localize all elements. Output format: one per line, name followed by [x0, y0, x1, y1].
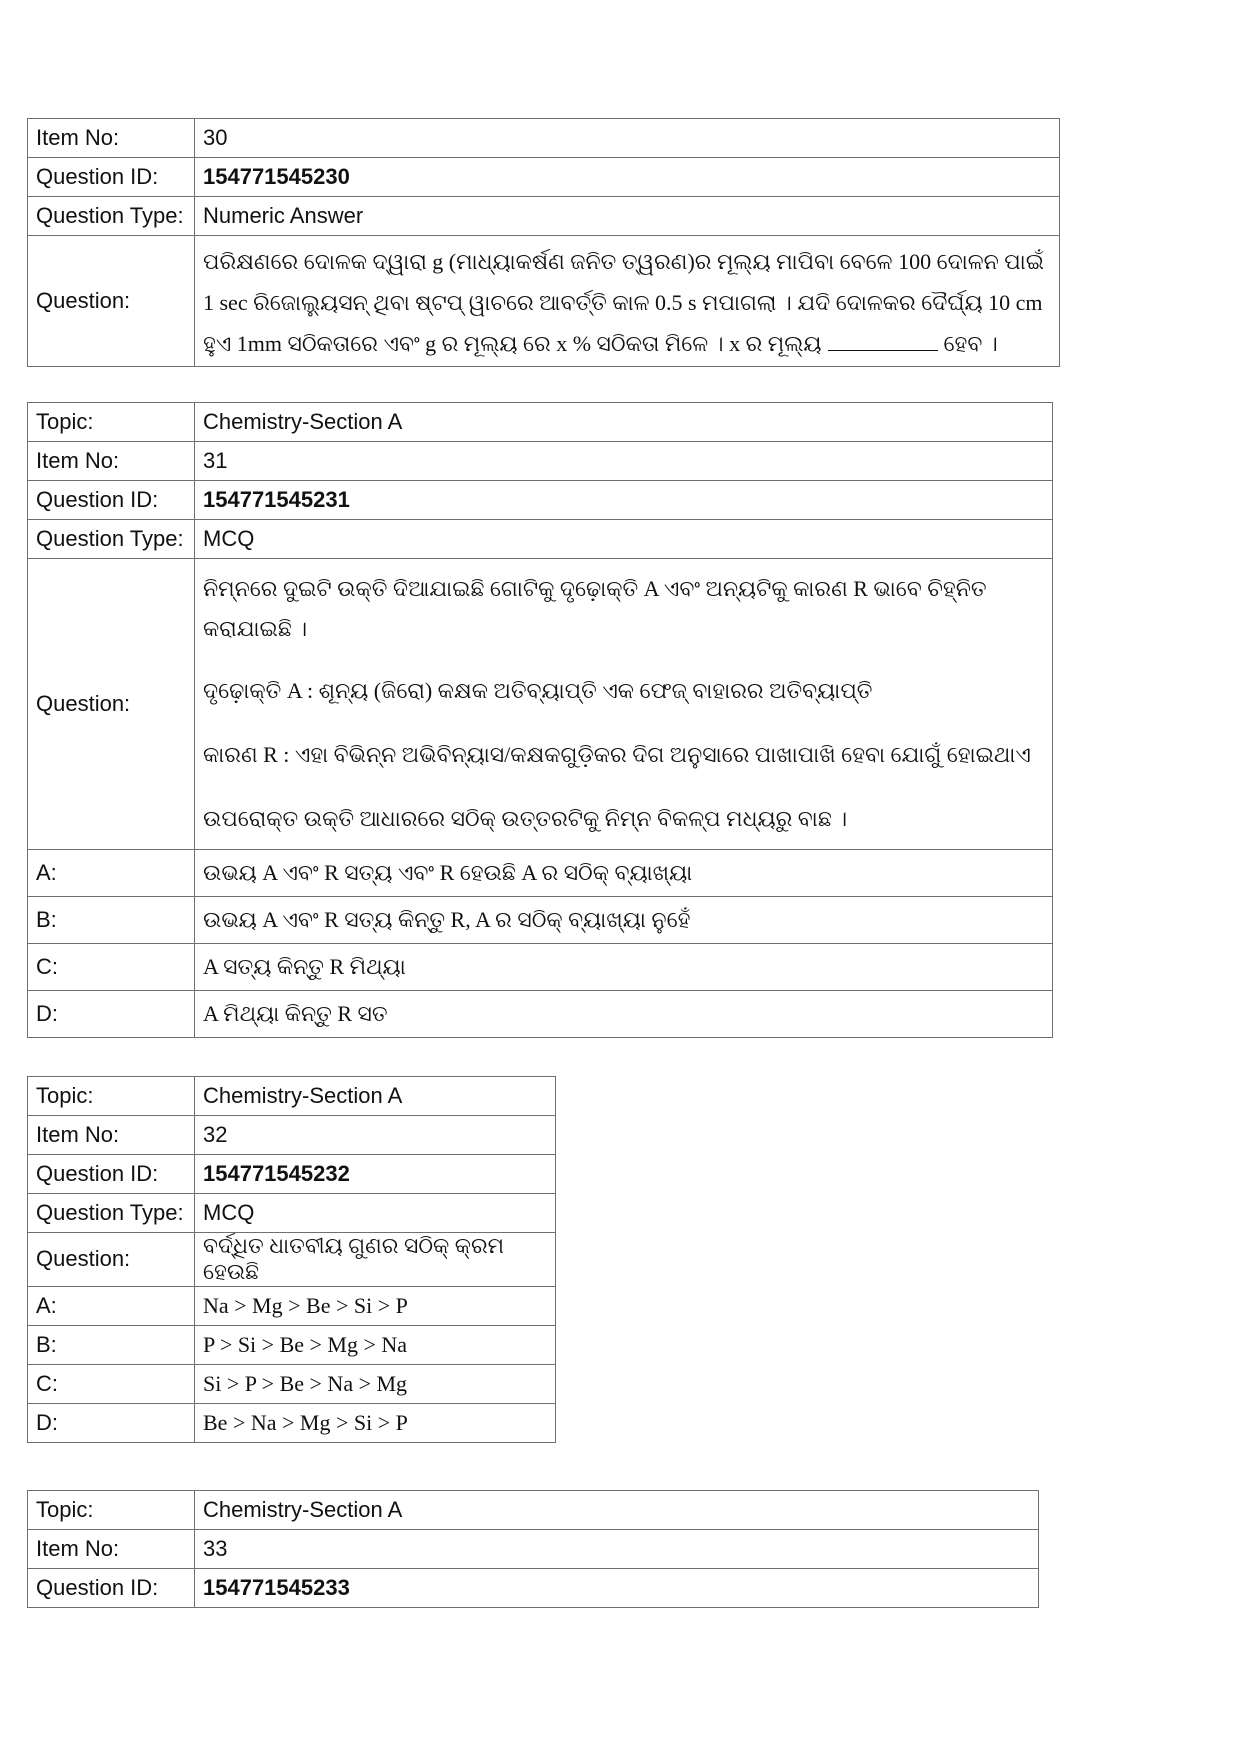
question-id-label: Question ID:: [28, 1155, 195, 1194]
question-text: [195, 559, 1053, 850]
option-a-row: [28, 850, 1053, 897]
topic-value: Chemistry-Section A: [195, 1077, 556, 1116]
item-no-value: 32: [195, 1116, 556, 1155]
option-d-label: D:: [28, 991, 195, 1038]
question-type-value: Numeric Answer: [195, 197, 1060, 236]
question-text: [195, 236, 1060, 367]
question-id-row: [28, 158, 1060, 197]
question-label: Question:: [28, 559, 195, 850]
option-a-text: Na > Mg > Be > Si > P: [195, 1286, 556, 1325]
question-33-table: [27, 1490, 1039, 1608]
question-id-label: Question ID:: [28, 481, 195, 520]
question-text-end: ହେବ ।: [943, 330, 998, 356]
question-id-label: Question ID:: [28, 158, 195, 197]
option-d-label: D:: [28, 1403, 195, 1442]
topic-value: Chemistry-Section A: [195, 403, 1053, 442]
question-type-label: Question Type:: [28, 520, 195, 559]
item-no-row: [28, 1530, 1039, 1569]
question-type-label: Question Type:: [28, 1194, 195, 1233]
question-id-row: [28, 1155, 556, 1194]
topic-row: [28, 1491, 1039, 1530]
question-id-value: 154771545232: [195, 1155, 556, 1194]
question-type-row: [28, 1194, 556, 1233]
topic-label: Topic:: [28, 1077, 195, 1116]
option-b-label: B:: [28, 1325, 195, 1364]
option-c-label: C:: [28, 944, 195, 991]
option-d-row: [28, 991, 1053, 1038]
option-c-row: [28, 1364, 556, 1403]
question-row: [28, 1233, 556, 1287]
answer-blank: [828, 330, 938, 351]
item-no-row: [28, 442, 1053, 481]
question-id-row: [28, 1569, 1039, 1608]
question-id-label: Question ID:: [28, 1569, 195, 1608]
question-intro: ନିମ୍ନରେ ଦୁଇଟି ଉକ୍ତି ଦିଆଯାଇଛି ଗୋଟିକୁ ଦୃଢ଼ୋକ୍ତି A ଏବଂ ଅନ୍ୟଟିକୁ କାରଣ R ଭାବେ ଚିହ୍ନିତ କରାଯାଇଛି ।: [203, 576, 987, 641]
question-id-row: [28, 481, 1053, 520]
question-type-row: [28, 197, 1060, 236]
option-c-label: C:: [28, 1364, 195, 1403]
item-no-row: [28, 119, 1060, 158]
option-b-text: P > Si > Be > Mg > Na: [195, 1325, 556, 1364]
item-no-value: 33: [195, 1530, 1039, 1569]
topic-value: Chemistry-Section A: [195, 1491, 1039, 1530]
question-id-value: 154771545231: [195, 481, 1053, 520]
question-31-table: [27, 402, 1053, 1038]
option-c-row: [28, 944, 1053, 991]
option-d-text: Be > Na > Mg > Si > P: [195, 1403, 556, 1442]
question-30-table: [27, 118, 1060, 367]
option-a-label: A:: [28, 1286, 195, 1325]
option-c-text: A ସତ୍ୟ କିନ୍ତୁ R ମିଥ୍ୟା: [195, 944, 1053, 991]
question-text: ବର୍ଦ୍ଧିତ ଧାତବୀୟ ଗୁଣର ସଠିକ୍ କ୍ରମ ହେଉଛି: [195, 1233, 556, 1287]
item-no-label: Item No:: [28, 1116, 195, 1155]
item-no-value: 31: [195, 442, 1053, 481]
option-c-text: Si > P > Be > Na > Mg: [195, 1364, 556, 1403]
item-no-label: Item No:: [28, 1530, 195, 1569]
question-type-value: MCQ: [195, 520, 1053, 559]
item-no-value: 30: [195, 119, 1060, 158]
option-d-row: [28, 1403, 556, 1442]
topic-row: [28, 403, 1053, 442]
question-type-row: [28, 520, 1053, 559]
question-row: [28, 559, 1053, 850]
question-label: Question:: [28, 1233, 195, 1287]
question-32-table: [27, 1076, 556, 1443]
item-no-label: Item No:: [28, 119, 195, 158]
option-a-row: [28, 1286, 556, 1325]
item-no-row: [28, 1116, 556, 1155]
option-b-label: B:: [28, 897, 195, 944]
topic-label: Topic:: [28, 403, 195, 442]
option-b-row: [28, 1325, 556, 1364]
option-b-text: ଉଭୟ A ଏବଂ R ସତ୍ୟ କିନ୍ତୁ R, A ର ସଠିକ୍ ବ୍ୟାଖ୍ୟା ନୁହେଁ: [195, 897, 1053, 944]
option-d-text: A ମିଥ୍ୟା କିନ୍ତୁ R ସତ: [195, 991, 1053, 1038]
question-text-main: ପରିକ୍ଷଣରେ ଦୋଳକ ଦ୍ୱାରା g (ମାଧ୍ୟାକର୍ଷଣ ଜନିତ ତ୍ୱରଣ)ର ମୂଲ୍ୟ ମାପିବା ବେଳେ 100 ଦୋଳନ ପାଇଁ 1 sec ରିଜୋଲ୍ୟୁସନ୍ ଥିବା ଷ୍ଟପ୍ ୱାଚରେ ଆବର୍ତ୍ତି କାଳ 0.5 s ମପାଗଲା । ଯଦି ଦୋଳକର ଦୈର୍ଘ୍ୟ 10 cm ହୁଏ 1mm ସଠିକତାରେ ଏବଂ g ର ମୂଲ୍ୟ ରେ x % ସଠିକତା ମିଳେ । x ର ମୂଲ୍ୟ: [203, 248, 1045, 356]
topic-row: [28, 1077, 556, 1116]
question-type-label: Question Type:: [28, 197, 195, 236]
option-a-text: ଉଭୟ A ଏବଂ R ସତ୍ୟ ଏବଂ R ହେଉଛି A ର ସଠିକ୍ ବ୍ୟାଖ୍ୟା: [195, 850, 1053, 897]
question-id-value: 154771545230: [195, 158, 1060, 197]
question-type-value: MCQ: [195, 1194, 556, 1233]
question-id-value: 154771545233: [195, 1569, 1039, 1608]
reason-r: କାରଣ R : ଏହା ବିଭିନ୍ନ ଅଭିବିନ୍ୟାସ/କକ୍ଷକଗୁଡ଼ିକର ଦିଗ ଅନୁସାରେ ପାଖାପାଖି ହେବା ଯୋଗୁଁ ହୋଇଥାଏ: [203, 742, 1031, 767]
topic-label: Topic:: [28, 1491, 195, 1530]
option-a-label: A:: [28, 850, 195, 897]
question-instruction: ଉପରୋକ୍ତ ଉକ୍ତି ଆଧାରରେ ସଠିକ୍ ଉତ୍ତରଟିକୁ ନିମ୍ନ ବିକଳ୍ପ ମଧ୍ୟରୁ ବାଛ ।: [203, 806, 848, 831]
item-no-label: Item No:: [28, 442, 195, 481]
assertion-a: ଦୃଢ଼ୋକ୍ତି A : ଶୂନ୍ୟ (ଜିରୋ) କକ୍ଷକ ଅତିବ୍ୟାପ୍ତି ଏକ ଫେଜ୍ ବାହାରର ଅତିବ୍ୟାପ୍ତି: [203, 678, 873, 703]
question-row: [28, 236, 1060, 367]
question-label: Question:: [28, 236, 195, 367]
option-b-row: [28, 897, 1053, 944]
